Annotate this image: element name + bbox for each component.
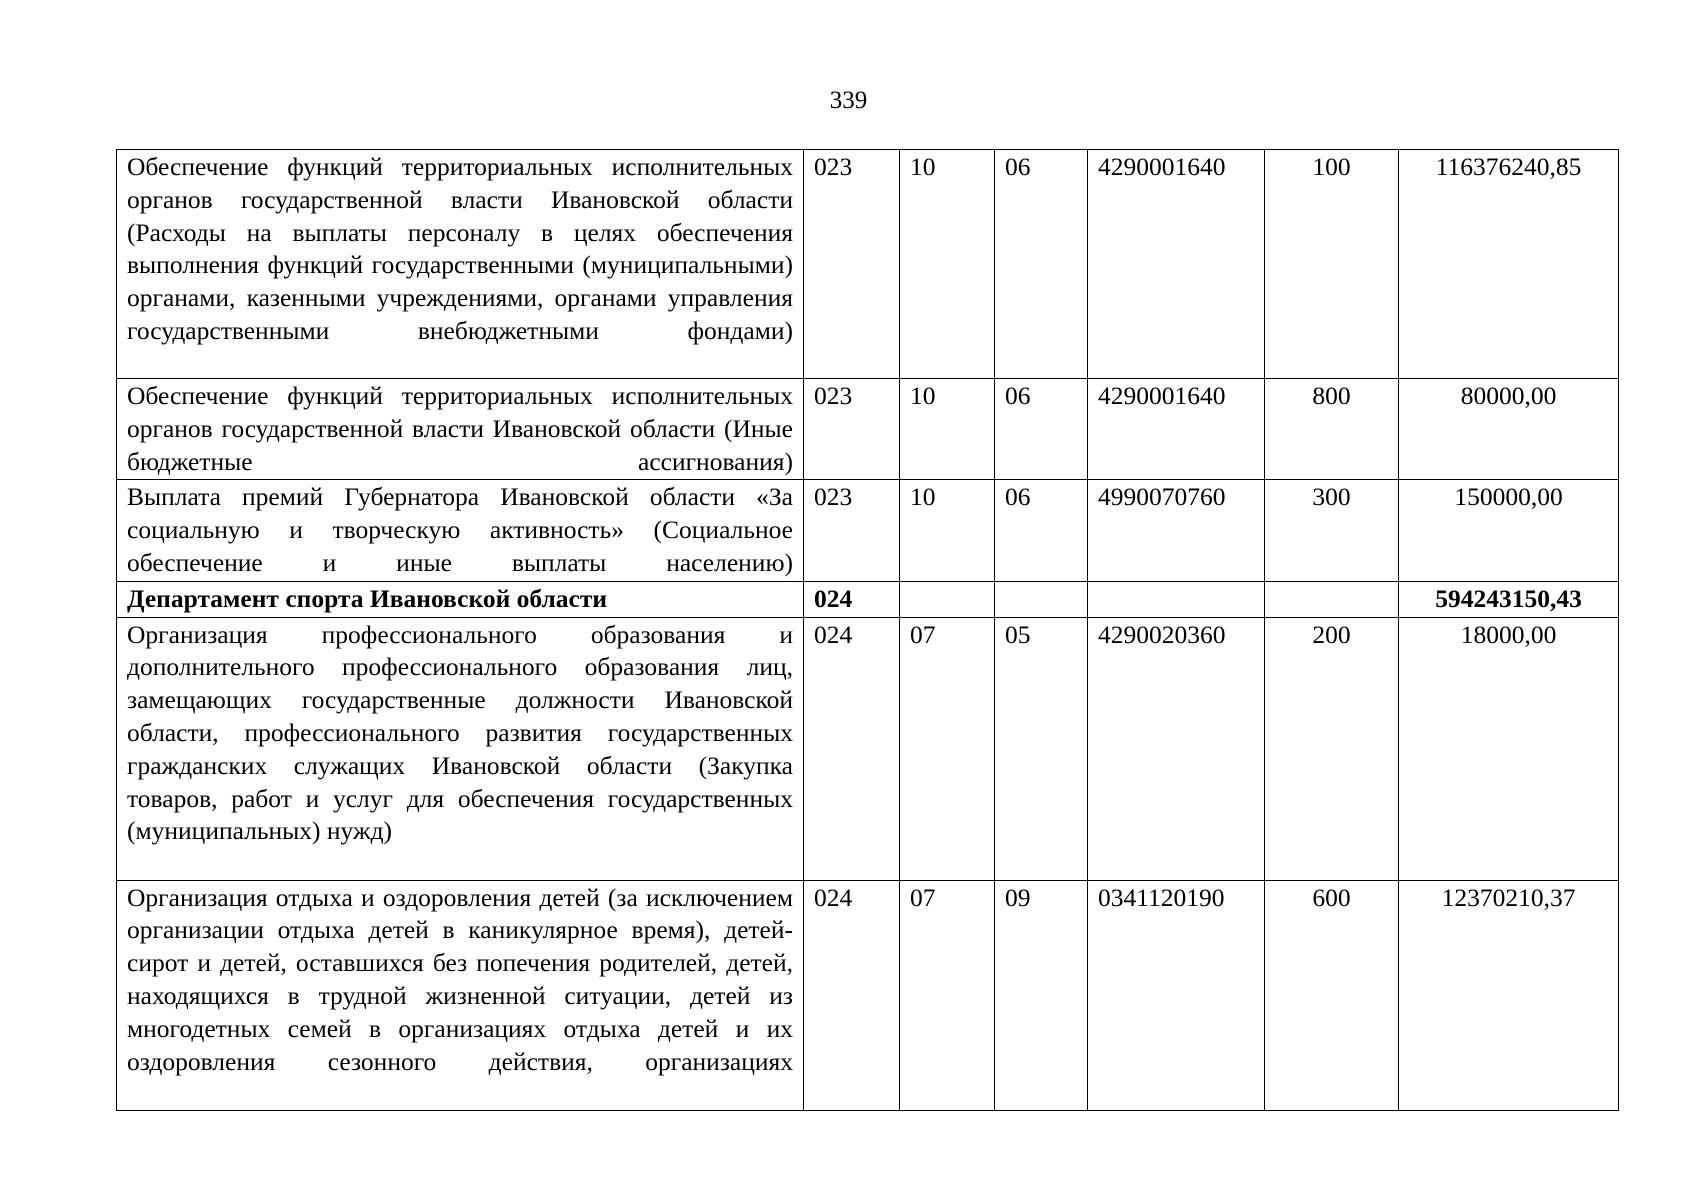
table-row <box>117 617 1619 880</box>
row-admin-code: 023 <box>804 150 900 379</box>
row-name: Выплата премий Губернатора Ивановской области «За социальную и творческую активность» (Социальное обеспечение и иные выплаты населению) <box>117 480 804 581</box>
row-target-article: 0341120190 <box>1088 880 1265 1110</box>
row-name: Организация отдыха и оздоровления детей (за исключением организации отдыха детей в каникулярное время), детей-сирот и детей, оставшихся без попечения родителей, детей, находящихся в трудной жизненной ситуации, детей из многодетных семей в организациях отдыха детей и их оздоровления сезонного действия, организациях <box>117 880 804 1110</box>
table-row <box>117 379 1619 480</box>
row-amount: 150000,00 <box>1399 480 1619 581</box>
row-expense-type: 200 <box>1265 617 1399 880</box>
row-expense-type <box>1265 581 1399 617</box>
row-amount: 80000,00 <box>1399 379 1619 480</box>
row-amount: 18000,00 <box>1399 617 1619 880</box>
row-admin-code: 023 <box>804 480 900 581</box>
department-total: 594243150,43 <box>1399 581 1619 617</box>
row-target-article: 4990070760 <box>1088 480 1265 581</box>
row-target-article <box>1088 581 1265 617</box>
row-name: Обеспечение функций территориальных исполнительных органов государственной власти Ивановской области (Иные бюджетные ассигнования) <box>117 379 804 480</box>
department-name: Департамент спорта Ивановской области <box>117 581 804 617</box>
row-name: Организация профессионального образования и дополнительного профессионального образования лиц, замещающих государственные должности Ивановской области, профессионального развития государственных гражданских служащих Ивановской области (Закупка товаров, работ и услуг для обеспечения государственных (муниципальных) нужд) <box>117 617 804 880</box>
table-row <box>117 880 1619 1110</box>
row-admin-code: 024 <box>804 617 900 880</box>
row-amount: 12370210,37 <box>1399 880 1619 1110</box>
row-admin-code: 023 <box>804 379 900 480</box>
row-admin-code: 024 <box>804 880 900 1110</box>
row-target-article: 4290001640 <box>1088 379 1265 480</box>
page-number: 339 <box>829 87 868 114</box>
row-expense-type: 600 <box>1265 880 1399 1110</box>
row-section: 07 <box>900 880 995 1110</box>
table-row-department <box>117 581 1619 617</box>
row-section: 10 <box>900 379 995 480</box>
row-subsection: 06 <box>995 150 1088 379</box>
row-section: 10 <box>900 150 995 379</box>
row-subsection: 05 <box>995 617 1088 880</box>
row-amount: 116376240,85 <box>1399 150 1619 379</box>
row-subsection: 06 <box>995 480 1088 581</box>
row-expense-type: 800 <box>1265 379 1399 480</box>
budget-table <box>116 149 1619 1111</box>
table-row <box>117 150 1619 379</box>
row-name: Обеспечение функций территориальных исполнительных органов государственной власти Ивановской области (Расходы на выплаты персоналу в целях обеспечения выполнения функций государственными (муниципальными) органами, казенными учреждениями, органами управления государственными внебюджетными фондами) <box>117 150 804 379</box>
row-expense-type: 300 <box>1265 480 1399 581</box>
row-section <box>900 581 995 617</box>
row-target-article: 4290001640 <box>1088 150 1265 379</box>
row-admin-code: 024 <box>804 581 900 617</box>
row-subsection: 09 <box>995 880 1088 1110</box>
row-subsection: 06 <box>995 379 1088 480</box>
row-section: 10 <box>900 480 995 581</box>
row-expense-type: 100 <box>1265 150 1399 379</box>
row-target-article: 4290020360 <box>1088 617 1265 880</box>
table-row <box>117 480 1619 581</box>
row-section: 07 <box>900 617 995 880</box>
row-subsection <box>995 581 1088 617</box>
